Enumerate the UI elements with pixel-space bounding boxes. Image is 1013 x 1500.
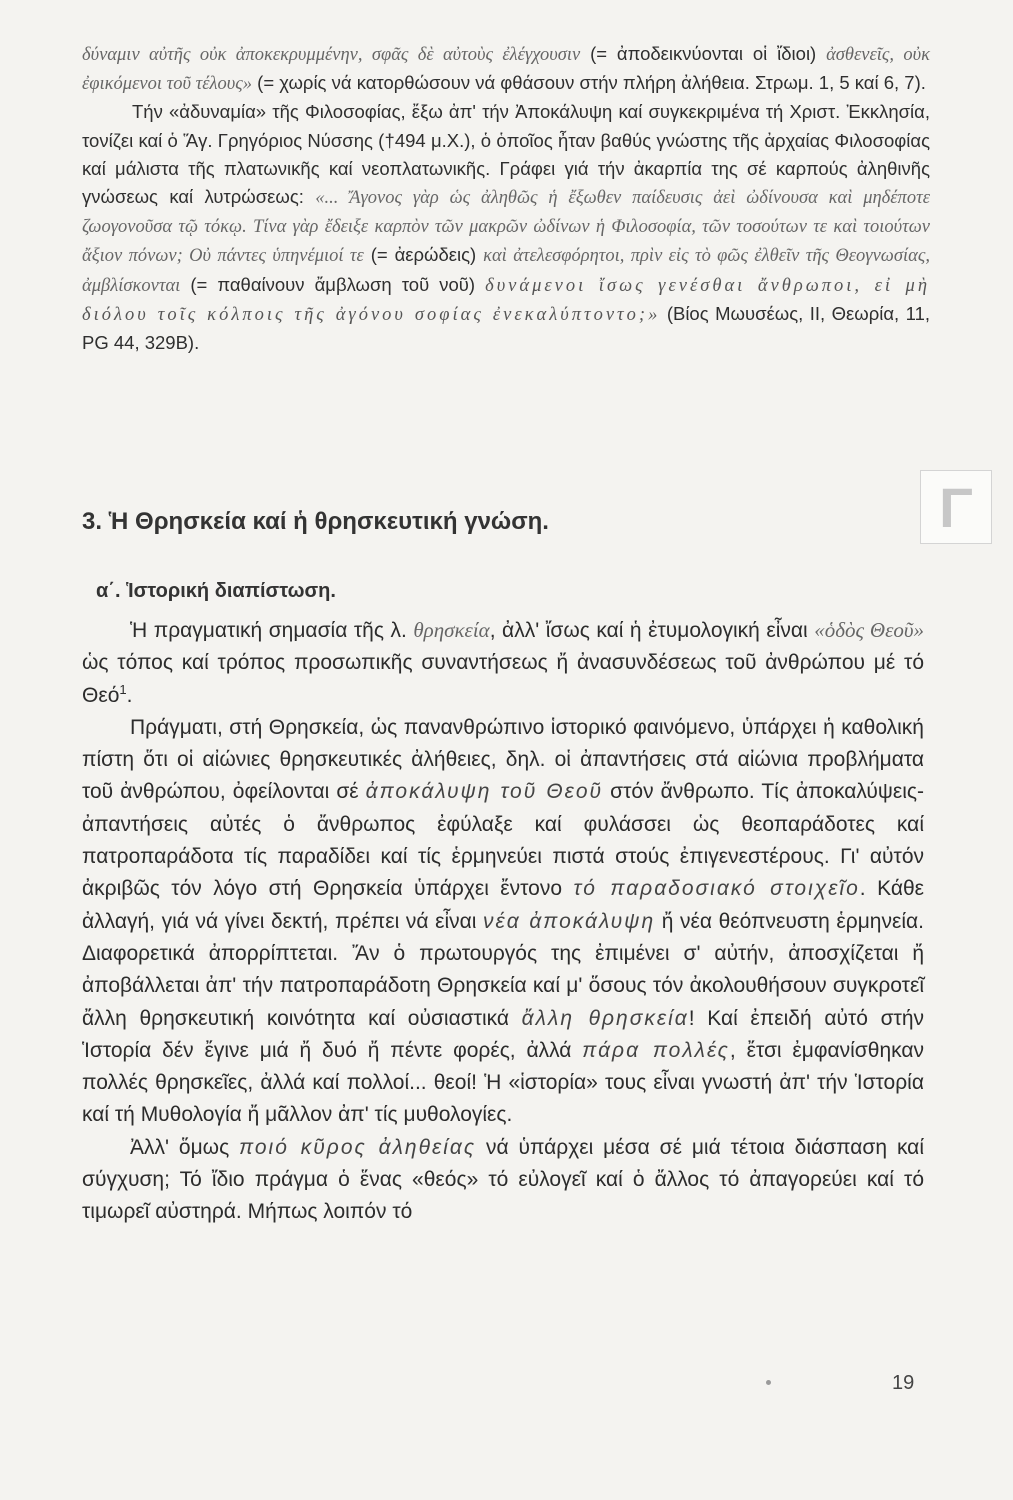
text: ! Καί ἐπειδή αὐτό στήν Ἱστορία δέν ἔγινε μιά ἤ δυό ἤ πέντε φορές, ἀλλά [82,1006,924,1062]
gloss: (= ἀερώδεις) [363,244,484,266]
greek-quote-spaced: δυνάμενοι ἴσως γενέσθαι ἄνθρωποι, εἰ μὴ διόλου τοῖς κόλποις τῆς ἀγόνου σοφίας ἐνεκαλύπτοντο;» [82,275,930,325]
emphasis: ἄλλη θρησκεία [521,1006,689,1030]
text: . [126,683,133,707]
greek-quote: «... Ἄγονος γὰρ ὡς ἀληθῶς ἡ ἔξωθεν παίδευσις ἀεὶ ὠδίνουσα καὶ μηδέποτε ζωογονοῦσα τῷ τόκῳ. Τίνα γὰρ ἔδειξε καρπὸν τῶν μακρῶν ὠδίνων ἡ Φιλοσοφία, τῶν τοσούτων τε καὶ τοιούτων ἄξιον πόνων; Οὐ πάντες ὑπηνέμιοί τε [82,188,930,267]
greek-term: θρησκεία [413,618,490,642]
body-paragraph-2 [82,712,924,1132]
greek-quote: δύναμιν αὐτῆς οὐκ ἀποκεκρυμμένην, σφᾶς δὲ αὐτοὺς ἐλέγχουσιν [82,45,581,65]
text: . Κάθε ἀλλαγή, γιά νά γίνει δεκτή, πρέπει νά εἶναι [82,877,924,933]
text: , ἀλλ' ἴσως καί ἡ ἐτυμολογική εἶναι [489,619,815,642]
section-heading: 3. Ἡ Θρησκεία καί ἡ θρησκευτική γνώση. [82,508,549,535]
emphasis: νέα ἀποκάλυψη [483,909,656,933]
page-number: 19 [892,1372,915,1394]
main-text [82,614,924,1229]
greek-quote: καὶ ἀτελεσφόρητοι, πρὶν εἰς τὸ φῶς ἐλθεῖν τῆς Θεογνωσίας, ἀμβλίσκονται [82,246,930,296]
intro-paragraph-2 [82,98,930,357]
body-paragraph-1 [82,614,924,712]
emphasis: ἀποκάλυψη τοῦ Θεοῦ [365,780,604,804]
text: ἤ νέα θεόπνευστη ἑρμηνεία. Διαφορετικά ἀπορρίπτεται. Ἄν ὁ πρωτουργός της ἐπιμένει σ' αὐτήν, ἀποσχίζεται ἤ ἀποβάλλεται ἀπ' τήν πατροπαράδοτη Θρησκεία καί μ' ὅσους τόν ἀκολουθήσουν συγκροτεῖ ἄλλη θρησκευτική κοινότητα καί οὐσιαστικά [82,909,924,1030]
text: , ἔτσι ἐμφανίσθηκαν πολλές θρησκεῖες, ἀλλά καί πολλοί... θεοί! Ἡ «ἱστορία» τους εἶναι γνωστή ἀπ' τήν Ἱστορία καί τή Μυθολογία ἤ μᾶλλον ἀπ' τίς μυθολογίες. [82,1038,925,1127]
text: Πράγματι, στή Θρησκεία, ὡς πανανθρώπινο ἱστορικό φαινόμενο, ὑπάρχει ἡ καθολική πίστη ὅτι οἱ αἰώνιες θρησκευτικές ἀλήθειες, δηλ. οἱ ἀπαντήσεις στά αἰώνια προβλήματα τοῦ ἀνθρώπου, ὀφείλονται σέ [82,715,924,804]
gloss: (= παθαίνουν ἄμβλωση τοῦ νοῦ) [180,273,486,295]
citation: (Βίος Μωυσέως, II, Θεωρία, 11, PG 44, 329B). [82,302,930,354]
greek-term: «ὁδὸς Θεοῦ» [814,618,924,642]
chapter-marker: Γ [920,470,992,544]
subsection-heading: α΄. Ἱστορική διαπίστωση. [96,580,336,602]
text: Ἀλλ' ὅμως [130,1135,240,1159]
emphasis: τό παραδοσιακό στοιχεῖο [573,877,860,901]
text: νά ὑπάρχει μέσα σέ μιά τέτοια διάσπαση καί σύγχυση; Τό ἴδιο πράγμα ὁ ἕνας «θεός» τό εὐλογεῖ καί ὁ ἄλλος τό ἀπαγορεύει καί τό τιμωρεῖ αὐστηρά. Μήπως λοιπόν τό [82,1135,924,1224]
emphasis: πάρα πολλές [582,1038,730,1062]
greek-quote: ἀσθενεῖς, οὐκ ἐφικόμενοι τοῦ τέλους» [82,45,930,95]
gloss: (= ἀποδεικνύονται οἱ ἴδιοι) [580,43,827,64]
text: στόν ἄνθρωπο. Τίς ἀποκαλύψεις-ἀπαντήσεις αὐτές ὁ ἄνθρωπος ἐφύλαξε καί φυλάσσει ὡς θεοπαράδοτες καί πατροπαράδοτα τίς παραδίδει καί τίς ἑρμηνεύει πιστά στούς ἐπιγενεστέρους. Γι' αὐτόν ἀκριβῶς τόν λόγο στή Θρησκεία ὑπάρχει ἔντονο [82,780,924,901]
footnote-marker: 1 [119,681,127,697]
speck [766,1380,771,1385]
text: Ἡ πραγματική σημασία τῆς λ. [130,619,414,642]
gloss: (= χωρίς νά κατορθώσουν νά φθάσουν στήν πλήρη ἀλήθεια. Στρωμ. 1, 5 καί 6, 7). [252,72,926,94]
intro-text [82,40,930,357]
text: ὡς τόπος καί τρόπος προσωπικῆς συναντήσεως ἤ ἀνασυνδέσεως τοῦ ἀνθρώπου μέ τό Θεό [82,651,924,707]
text: Τήν «ἀδυναμία» τῆς Φιλοσοφίας, ἔξω ἀπ' τήν Ἀποκάλυψη καί συγκεκριμένα τή Χριστ. Ἐκκλησία, τονίζει καί ὁ Ἅγ. Γρηγόριος Νύσσης (†494 μ.Χ.), ὁ ὁποῖος ἦταν βαθύς γνώστης τῆς ἀρχαίας Φιλοσοφίας καί μάλιστα τῆς πλατωνικῆς καί νεοπλατωνικῆς. Γράφει γιά τήν ἀκαρπία της σέ καρπούς ἀληθινῆς γνώσεως καί λυτρώσεως: [82,101,930,208]
intro-paragraph-1 [82,40,930,98]
body-paragraph-3 [82,1132,924,1229]
emphasis: ποιό κῦρος ἀληθείας [239,1135,477,1159]
